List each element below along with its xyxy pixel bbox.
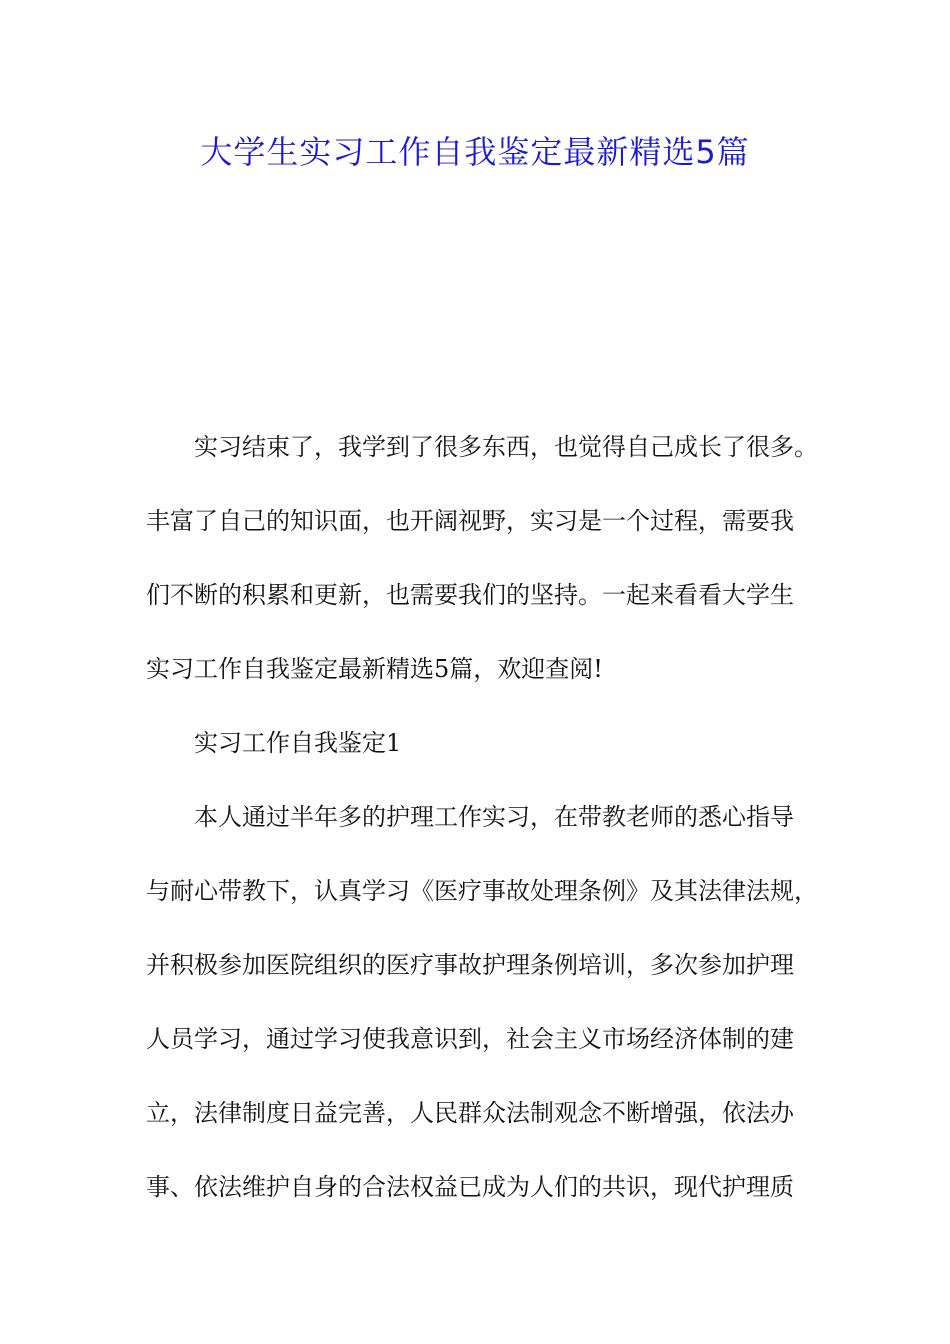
paragraph-line: 立，法律制度日益完善，人民群众法制观念不断增强，依法办 — [146, 1099, 794, 1127]
paragraph-line: 丰富了自己的知识面，也开阔视野，实习是一个过程，需要我 — [146, 507, 794, 535]
paragraph-line: 本人通过半年多的护理工作实习，在带教老师的悉心指导 — [194, 803, 794, 831]
document-body — [146, 425, 826, 1239]
paragraph-line: 实习工作自我鉴定最新精选5篇，欢迎查阅! — [146, 655, 603, 683]
paragraph-line: 与耐心带教下，认真学习《医疗事故处理条例》及其法律法规， — [146, 877, 818, 905]
paragraph-line: 人员学习，通过学习使我意识到，社会主义市场经济体制的建 — [146, 1025, 794, 1053]
paragraph-line: 并积极参加医院组织的医疗事故护理条例培训，多次参加护理 — [146, 951, 794, 979]
document-title: 大学生实习工作自我鉴定最新精选5篇 — [200, 133, 750, 171]
paragraph-line: 们不断的积累和更新，也需要我们的坚持。一起来看看大学生 — [146, 581, 794, 609]
section-heading: 实习工作自我鉴定1 — [194, 729, 402, 757]
paragraph-line: 实习结束了，我学到了很多东西，也觉得自己成长了很多。 — [194, 433, 818, 461]
paragraph-line: 事、依法维护自身的合法权益已成为人们的共识，现代护理质 — [146, 1173, 794, 1201]
